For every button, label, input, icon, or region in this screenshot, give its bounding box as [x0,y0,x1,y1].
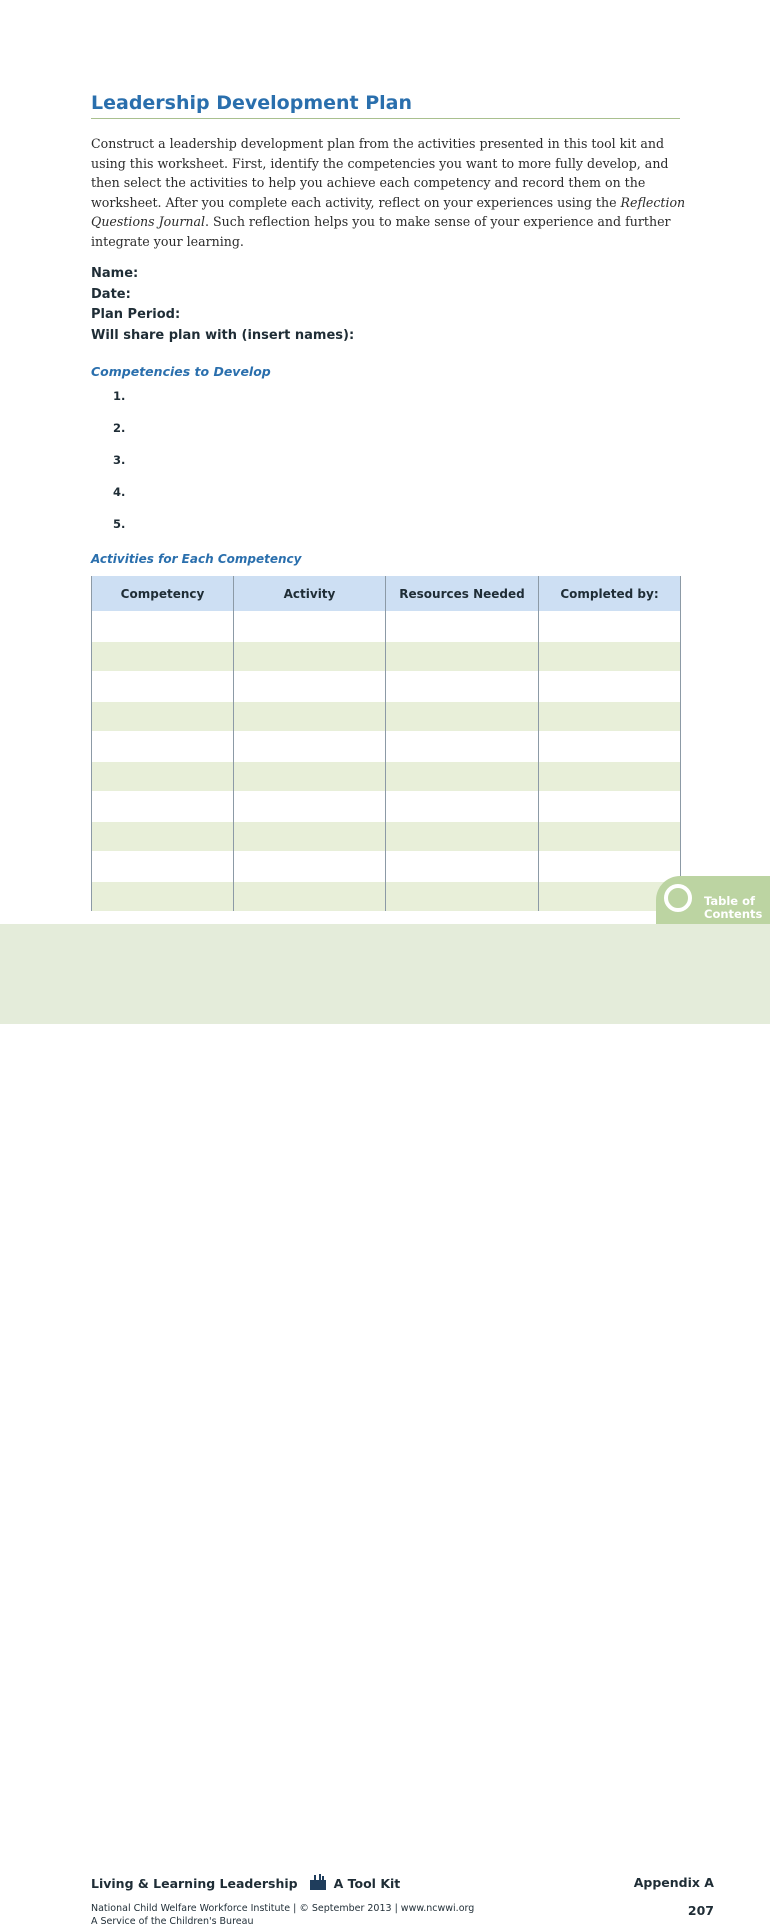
table-of-contents-button[interactable] [656,876,770,924]
table-cell[interactable] [386,732,539,762]
return-arrow-icon [664,884,692,912]
table-cell[interactable] [234,762,386,792]
competencies-heading: Competencies to Develop [91,364,271,379]
footer-credits [91,1902,474,1928]
table-row [92,642,681,672]
title-divider [91,118,680,119]
table-cell[interactable] [386,852,539,882]
date-field-label: Date: [91,286,131,302]
table-row [92,732,681,762]
plan-fields [91,264,354,346]
toolkit-series-title: Living & Learning Leadership [91,1876,298,1891]
competency-item: 4. [113,485,126,499]
competency-list [113,389,125,549]
share-plan-field-label: Will share plan with (insert names): [91,327,355,343]
table-row [92,792,681,822]
activities-table-body [92,612,681,912]
intro-paragraph [91,134,686,252]
table-cell[interactable] [539,852,681,882]
table-cell[interactable] [234,882,386,912]
table-cell[interactable] [539,732,681,762]
table-cell[interactable] [234,612,386,642]
table-cell[interactable] [92,732,234,762]
column-header-competency: Competency [92,576,234,612]
name-field-label: Name: [91,266,139,281]
table-cell[interactable] [386,672,539,702]
table-cell[interactable] [92,822,234,852]
page-footer [0,924,770,1927]
intro-text-2: . Such reflection helps you to make sense of your experience and further integrate your learning. [91,214,671,249]
appendix-label: Appendix A [633,1875,714,1890]
table-cell[interactable] [386,882,539,912]
footer-title-line [91,1874,400,1891]
intro-journal-title: Reflection Questions Journal [91,194,686,230]
table-cell[interactable] [234,822,386,852]
table-cell[interactable] [92,672,234,702]
table-cell[interactable] [539,702,681,732]
table-cell[interactable] [92,792,234,822]
table-row [92,612,681,642]
competency-item: 3. [113,453,126,467]
table-cell[interactable] [92,762,234,792]
table-cell[interactable] [539,672,681,702]
table-cell[interactable] [539,822,681,852]
table-cell[interactable] [539,612,681,642]
page-title: Leadership Development Plan [91,92,413,114]
table-cell[interactable] [539,762,681,792]
table-cell[interactable] [92,612,234,642]
toc-label-line2: Contents [704,907,763,921]
table-cell[interactable] [386,822,539,852]
table-row [92,762,681,792]
competency-item: 2. [113,421,126,435]
competency-item: 5. [113,517,126,531]
table-cell[interactable] [92,702,234,732]
table-cell[interactable] [539,792,681,822]
toc-label-line1: Table of [704,894,756,908]
table-row [92,852,681,882]
plan-period-field-label: Plan Period: [91,307,181,322]
activities-heading: Activities for Each Competency [91,552,302,566]
table-cell[interactable] [539,642,681,672]
table-row [92,822,681,852]
table-row [92,702,681,732]
table-cell[interactable] [386,642,539,672]
page-number: 207 [687,1903,714,1918]
column-header-resources: Resources Needed [386,576,539,612]
activities-table [91,576,681,911]
footer-service-line: A Service of the Children's Bureau [91,1916,254,1927]
toolbox-icon [308,1874,328,1890]
table-cell[interactable] [234,672,386,702]
table-cell[interactable] [92,882,234,912]
table-cell[interactable] [234,642,386,672]
column-header-completed-by: Completed by: [539,576,681,612]
table-cell[interactable] [92,642,234,672]
column-header-activity: Activity [234,576,386,612]
table-cell[interactable] [386,762,539,792]
table-cell[interactable] [92,852,234,882]
toc-label [704,895,762,921]
table-cell[interactable] [234,852,386,882]
table-cell[interactable] [234,702,386,732]
toolkit-label: A Tool Kit [333,1876,401,1891]
table-cell[interactable] [234,732,386,762]
intro-text-1: Construct a leadership development plan from the activities presented in this tool kit and using this worksheet. First, identify the competencies you want to more fully develop, and then select the activities to help you achieve each competency and record them on the worksheet. After you complete each activity, reflect on your experiences using the [91,136,669,210]
table-cell[interactable] [386,612,539,642]
table-row [92,672,681,702]
competency-item: 1. [113,389,126,403]
table-cell[interactable] [386,792,539,822]
table-cell[interactable] [386,702,539,732]
table-row [92,882,681,912]
footer-institute-line: National Child Welfare Workforce Institute | © September 2013 | www.ncwwi.org [91,1903,475,1914]
table-cell[interactable] [234,792,386,822]
table-header-row [92,576,681,612]
